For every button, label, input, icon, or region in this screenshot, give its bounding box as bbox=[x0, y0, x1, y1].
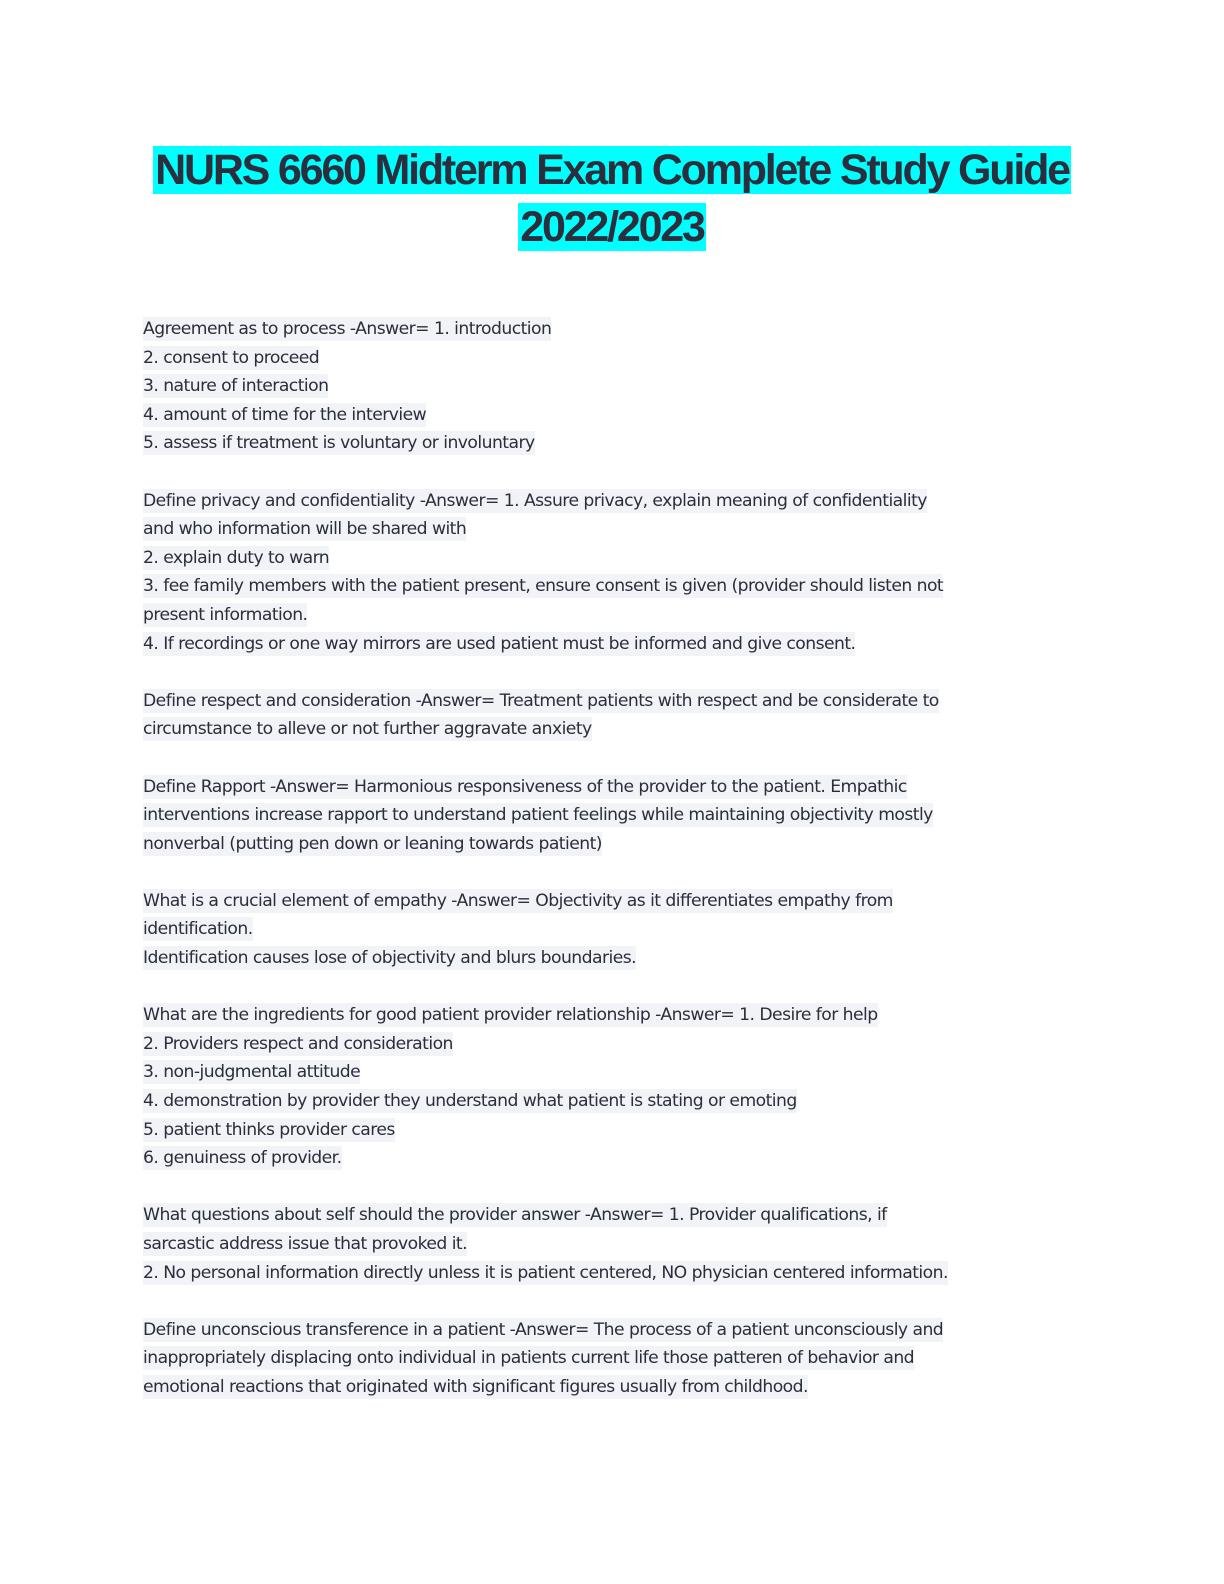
text-line bbox=[143, 544, 1083, 573]
qa-block-self-questions bbox=[143, 1201, 1083, 1287]
line-text: identification. bbox=[143, 919, 253, 940]
text-line bbox=[143, 1116, 1083, 1145]
qa-block-transference bbox=[143, 1316, 1083, 1402]
line-text: Define unconscious transference in a patient -Answer= The process of a patient unconsciously and bbox=[143, 1319, 944, 1340]
text-line bbox=[143, 372, 1083, 401]
line-text: emotional reactions that originated with significant figures usually from childhood. bbox=[143, 1376, 808, 1397]
line-text: 4. If recordings or one way mirrors are used patient must be informed and give consent. bbox=[143, 633, 856, 654]
text-line bbox=[143, 1316, 1083, 1345]
title-text: 2022/2023 bbox=[520, 203, 704, 251]
line-text: 6. genuiness of provider. bbox=[143, 1148, 342, 1169]
text-line bbox=[143, 1373, 1083, 1402]
qa-block-rapport bbox=[143, 773, 1083, 859]
line-text: What are the ingredients for good patient provider relationship -Answer= 1. Desire for help bbox=[143, 1005, 878, 1026]
text-line bbox=[143, 572, 1083, 601]
line-text: 3. nature of interaction bbox=[143, 376, 329, 397]
title-line-2 bbox=[0, 199, 1224, 256]
text-line bbox=[143, 915, 1083, 944]
text-line bbox=[143, 773, 1083, 802]
line-text: What questions about self should the provider answer -Answer= 1. Provider qualifications, if bbox=[143, 1205, 887, 1226]
text-line bbox=[143, 1058, 1083, 1087]
text-line bbox=[143, 1001, 1083, 1030]
line-text: 2. No personal information directly unless it is patient centered, NO physician centered information. bbox=[143, 1262, 948, 1283]
line-text: and who information will be shared with bbox=[143, 519, 467, 540]
text-line bbox=[143, 515, 1083, 544]
line-text: 2. explain duty to warn bbox=[143, 547, 330, 568]
line-text: Identification causes lose of objectivity and blurs boundaries. bbox=[143, 948, 637, 969]
line-text: Define privacy and confidentiality -Answer= 1. Assure privacy, explain meaning of confidentiality bbox=[143, 490, 927, 511]
line-text: 4. amount of time for the interview bbox=[143, 404, 427, 425]
text-line bbox=[143, 1230, 1083, 1259]
qa-block-empathy bbox=[143, 887, 1083, 973]
line-text: nonverbal (putting pen down or leaning towards patient) bbox=[143, 833, 602, 854]
text-line bbox=[143, 1201, 1083, 1230]
line-text: What is a crucial element of empathy -Answer= Objectivity as it differentiates empathy from bbox=[143, 890, 893, 911]
line-text: Agreement as to process -Answer= 1. introduction bbox=[143, 319, 552, 339]
line-text: present information. bbox=[143, 604, 308, 625]
qa-block-privacy-confidentiality bbox=[143, 487, 1083, 659]
text-line bbox=[143, 401, 1083, 430]
study-guide-content bbox=[143, 315, 1083, 1430]
text-line bbox=[143, 887, 1083, 916]
line-text: Define Rapport -Answer= Harmonious responsiveness of the provider to the patient. Empathic bbox=[143, 776, 907, 797]
title-text: NURS 6660 Midterm Exam Complete Study Guide bbox=[155, 146, 1069, 194]
text-line bbox=[143, 830, 1083, 859]
line-text: interventions increase rapport to understand patient feelings while maintaining objectivity mostly bbox=[143, 805, 933, 826]
line-text: 2. consent to proceed bbox=[143, 347, 320, 368]
line-text: sarcastic address issue that provoked it. bbox=[143, 1234, 468, 1254]
line-text: 2. Providers respect and consideration bbox=[143, 1033, 453, 1054]
line-text: 5. patient thinks provider cares bbox=[143, 1119, 395, 1140]
text-line bbox=[143, 687, 1083, 716]
line-text: 3. non-judgmental attitude bbox=[143, 1062, 361, 1083]
text-line bbox=[143, 801, 1083, 830]
text-line bbox=[143, 429, 1083, 458]
line-text: Define respect and consideration -Answer= Treatment patients with respect and be considerate to bbox=[143, 690, 939, 711]
text-line bbox=[143, 715, 1083, 744]
line-text: 4. demonstration by provider they understand what patient is stating or emoting bbox=[143, 1091, 797, 1112]
line-text: 3. fee family members with the patient present, ensure consent is given (provider should listen not bbox=[143, 576, 944, 597]
text-line bbox=[143, 315, 1083, 344]
text-line bbox=[143, 1030, 1083, 1059]
line-text: inappropriately displacing onto individual in patients current life those patteren of behavior and bbox=[143, 1348, 915, 1369]
qa-block-agreement-process bbox=[143, 315, 1083, 458]
text-line bbox=[143, 944, 1083, 973]
text-line bbox=[143, 601, 1083, 630]
line-text: 5. assess if treatment is voluntary or involuntary bbox=[143, 433, 535, 454]
title-line-1 bbox=[0, 142, 1224, 199]
text-line bbox=[143, 630, 1083, 659]
qa-block-ingredients bbox=[143, 1001, 1083, 1173]
document-title bbox=[0, 142, 1224, 256]
qa-block-respect-consideration bbox=[143, 687, 1083, 744]
text-line bbox=[143, 1144, 1083, 1173]
text-line bbox=[143, 344, 1083, 373]
text-line bbox=[143, 1344, 1083, 1373]
line-text: circumstance to alleve or not further aggravate anxiety bbox=[143, 719, 592, 740]
text-line bbox=[143, 1087, 1083, 1116]
text-line bbox=[143, 487, 1083, 516]
text-line bbox=[143, 1259, 1083, 1288]
